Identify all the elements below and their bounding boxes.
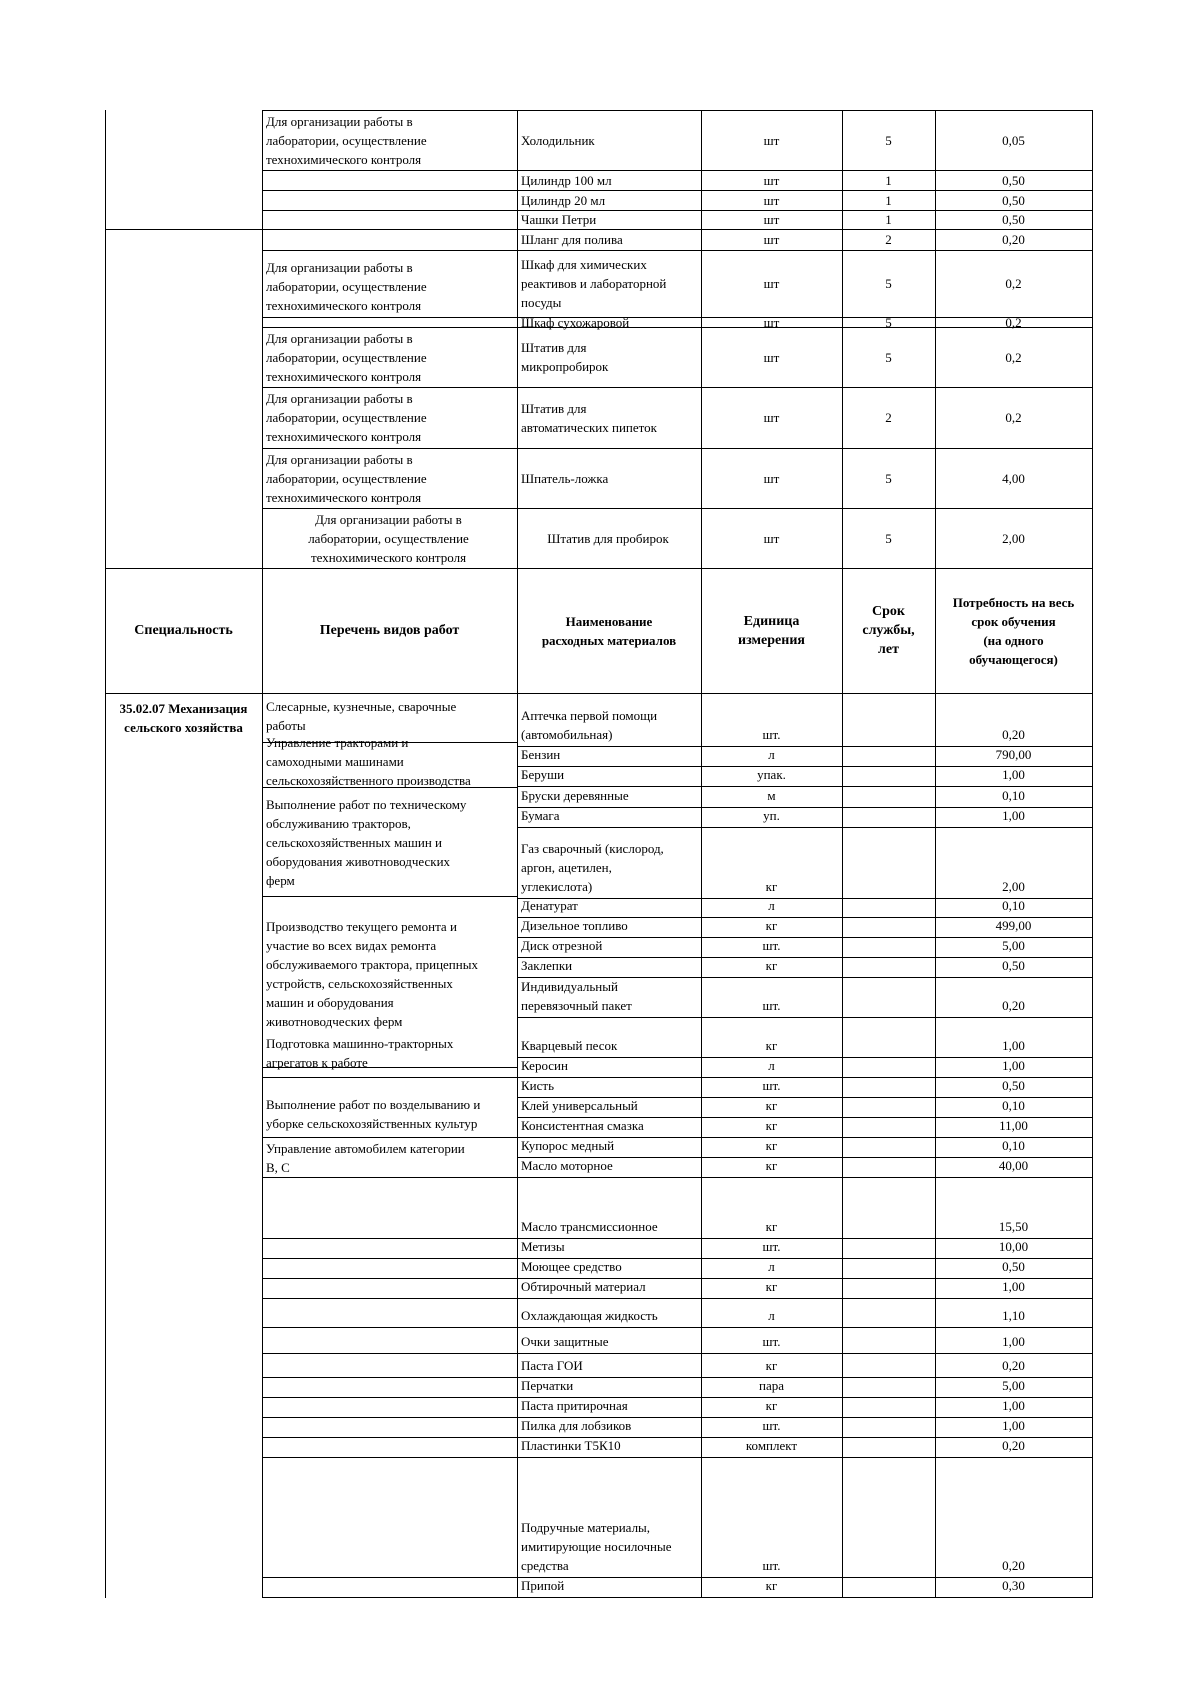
unit-cell: л — [768, 1259, 775, 1274]
need-cell: 0,10 — [1002, 1098, 1025, 1113]
header-need: (на одного — [983, 632, 1044, 648]
need-cell: 0,50 — [1002, 1259, 1025, 1274]
need-cell: 0,2 — [1005, 314, 1022, 330]
lifetime-cell: 1 — [885, 212, 892, 227]
material-name: Денатурат — [521, 898, 578, 913]
table-rule — [262, 693, 518, 694]
need-cell: 0,2 — [1005, 410, 1022, 425]
need-cell: 1,00 — [1002, 1334, 1025, 1349]
material-name: Пластинки Т5К10 — [521, 1438, 621, 1453]
material-name: Очки защитные — [521, 1334, 609, 1349]
table-rule — [262, 1278, 518, 1279]
material-name: Керосин — [521, 1058, 568, 1073]
unit-cell: кг — [765, 1118, 778, 1133]
need-cell: 5,00 — [1002, 938, 1025, 953]
work-type: сельскохозяйственного производства — [266, 773, 471, 788]
material-name: Шкаф сухожаровой — [521, 314, 630, 330]
work-type: обслуживанию тракторов, — [266, 816, 411, 831]
material-name: Шпатель-ложка — [521, 470, 609, 486]
unit-cell: шт. — [762, 1418, 781, 1433]
need-cell: 1,00 — [1002, 767, 1025, 782]
table-rule — [262, 250, 1093, 251]
table-rule — [517, 1597, 1093, 1598]
work-type: Для организации работы в — [266, 260, 413, 275]
material-name: Индивидуальный — [521, 979, 618, 994]
need-cell: 15,50 — [998, 1219, 1029, 1234]
lifetime-cell: 5 — [885, 470, 892, 486]
need-cell: 11,00 — [999, 1118, 1028, 1133]
table-rule — [262, 1327, 518, 1328]
header-life: лет — [878, 642, 899, 657]
material-name: Припой — [521, 1578, 565, 1593]
unit-cell: уп. — [763, 808, 780, 823]
material-name: Метизы — [521, 1239, 565, 1254]
need-cell: 0,20 — [1002, 727, 1025, 742]
lifetime-cell: 1 — [885, 192, 892, 208]
table-rule — [517, 693, 1093, 694]
work-type: Производство текущего ремонта и — [266, 919, 457, 934]
material-name: Холодильник — [521, 132, 595, 148]
unit-cell: м — [767, 788, 776, 803]
table-rule — [262, 1353, 518, 1354]
unit-cell: л — [768, 747, 775, 762]
need-cell: 10,00 — [998, 1239, 1029, 1254]
unit-cell: шт — [763, 212, 780, 227]
work-type: Слесарные, кузнечные, сварочные — [266, 699, 457, 714]
work-type: самоходными машинами — [266, 754, 404, 769]
unit-cell: кг — [765, 1138, 778, 1153]
unit-cell: кг — [765, 1098, 778, 1113]
material-name: Бумага — [521, 808, 560, 823]
header-item: Наименование — [565, 613, 653, 629]
header-works: Перечень видов работ — [319, 623, 460, 638]
unit-cell: шт — [763, 410, 780, 425]
material-name: Клей универсальный — [521, 1098, 638, 1113]
lifetime-cell: 1 — [885, 172, 892, 188]
table-rule — [262, 1597, 518, 1598]
header-need: срок обучения — [971, 613, 1056, 629]
material-name: Дизельное топливо — [521, 918, 628, 933]
material-name: Бензин — [521, 747, 561, 762]
header-need: обучающегося) — [969, 651, 1058, 667]
work-type: Для организации работы в — [266, 331, 413, 346]
need-cell: 1,00 — [1002, 1418, 1025, 1433]
work-type: технохимического контроля — [266, 152, 422, 167]
work-type: Для организации работы в — [315, 512, 462, 527]
material-name: аргон, ацетилен, — [521, 860, 612, 875]
material-name: углекислота) — [521, 879, 593, 894]
unit-cell: л — [768, 898, 775, 913]
need-cell: 0,20 — [1002, 232, 1025, 247]
unit-cell: шт. — [762, 1239, 781, 1254]
material-name: Беруши — [521, 767, 565, 782]
need-cell: 0,50 — [1002, 192, 1025, 208]
table-rule — [262, 1258, 518, 1259]
need-cell: 0,50 — [1002, 172, 1025, 188]
work-type: технохимического контроля — [266, 429, 422, 444]
need-cell: 0,10 — [1002, 788, 1025, 803]
lifetime-cell: 5 — [885, 132, 892, 148]
material-name: Цилиндр 20 мл — [521, 192, 606, 208]
need-cell: 0,2 — [1005, 349, 1022, 365]
lifetime-cell: 5 — [885, 314, 892, 330]
lifetime-cell: 2 — [885, 410, 892, 425]
table-rule — [517, 1017, 1093, 1018]
work-type: животноводческих ферм — [266, 1014, 403, 1029]
unit-cell: кг — [765, 918, 778, 933]
material-name: Цилиндр 100 мл — [521, 172, 612, 188]
table-rule — [105, 568, 1093, 569]
work-type: лаборатории, осуществление — [266, 133, 427, 148]
work-type: оборудования животноводческих — [266, 854, 451, 869]
material-name: Шкаф для химических — [521, 257, 647, 272]
need-cell: 0,50 — [1002, 1078, 1025, 1093]
need-cell: 1,10 — [1002, 1308, 1025, 1323]
work-type: лаборатории, осуществление — [266, 279, 427, 294]
table-rule — [262, 508, 1093, 509]
table-left-border — [105, 110, 106, 1598]
unit-cell: шт. — [762, 1558, 781, 1573]
material-name: Шланг для полива — [521, 232, 623, 247]
work-type: технохимического контроля — [266, 490, 422, 505]
header-specialty: Специальность — [134, 623, 233, 638]
unit-cell: шт — [763, 232, 780, 247]
unit-cell: шт — [763, 276, 780, 291]
unit-cell: комплект — [745, 1438, 798, 1453]
unit-cell: шт — [763, 172, 780, 188]
work-type: лаборатории, осуществление — [308, 531, 469, 546]
need-cell: 0,50 — [1002, 958, 1025, 973]
need-cell: 2,00 — [1002, 879, 1025, 894]
lifetime-cell: 2 — [885, 232, 892, 247]
unit-cell: кг — [765, 1219, 778, 1234]
material-name: Аптечка первой помощи — [521, 708, 658, 723]
work-type: Для организации работы в — [266, 114, 413, 129]
unit-cell: л — [768, 1058, 775, 1073]
unit-cell: кг — [765, 1158, 778, 1173]
material-name: перевязочный пакет — [521, 998, 632, 1013]
need-cell: 0,50 — [1002, 212, 1025, 227]
material-name: Штатив для — [521, 400, 587, 416]
unit-cell: шт — [763, 192, 780, 208]
table-rule — [262, 1397, 518, 1398]
specialty-name: 35.02.07 Механизация — [119, 701, 248, 716]
specialty-cell-divider — [105, 229, 263, 230]
unit-cell: шт. — [762, 998, 781, 1013]
material-name: Бруски деревянные — [521, 788, 629, 803]
work-type: сельскохозяйственных машин и — [266, 835, 443, 850]
need-cell: 1,00 — [1002, 1398, 1025, 1413]
need-cell: 0,2 — [1005, 276, 1022, 291]
material-name: Масло моторное — [521, 1158, 613, 1173]
unit-cell: кг — [765, 958, 778, 973]
material-name: Охлаждающая жидкость — [521, 1308, 658, 1323]
unit-cell: шт. — [762, 938, 781, 953]
material-name: (автомобильная) — [521, 727, 613, 742]
material-name: Диск отрезной — [521, 938, 603, 953]
work-type: машин и оборудования — [266, 995, 394, 1010]
work-type: Управление автомобилем категории — [266, 1141, 465, 1156]
unit-cell: шт. — [762, 727, 781, 742]
work-type: ферм — [266, 873, 295, 888]
work-type: Для организации работы в — [266, 452, 413, 467]
material-name: Пилка для лобзиков — [521, 1418, 632, 1433]
material-name: Купорос медный — [521, 1138, 615, 1153]
unit-cell: шт — [763, 349, 780, 365]
material-name: Заклепки — [521, 958, 573, 973]
unit-cell: шт — [763, 314, 780, 330]
lifetime-cell: 5 — [885, 276, 892, 291]
work-type: Управление тракторами и — [266, 735, 409, 750]
table-rule — [262, 1177, 518, 1178]
table-rule — [517, 1177, 1093, 1178]
need-cell: 0,30 — [1002, 1578, 1025, 1593]
header-unit: измерения — [738, 632, 805, 648]
work-type: Для организации работы в — [266, 391, 413, 406]
work-type: Выполнение работ по возделыванию и — [266, 1097, 481, 1112]
material-name: средства — [521, 1558, 569, 1573]
material-name: Штатив для пробирок — [547, 530, 669, 546]
need-cell: 499,00 — [995, 918, 1032, 933]
need-cell: 0,20 — [1002, 1438, 1025, 1453]
work-type: технохимического контроля — [310, 550, 467, 565]
header-unit: Единица — [743, 613, 800, 629]
work-type: лаборатории, осуществление — [266, 410, 427, 425]
material-name: имитирующие носилочные — [521, 1539, 672, 1554]
table-rule — [262, 1437, 518, 1438]
table-rule — [517, 1457, 1093, 1458]
table-rule — [262, 110, 263, 1598]
material-name: Масло трансмиссионное — [521, 1219, 658, 1234]
table-rule — [262, 448, 1093, 449]
work-type: устройств, сельскохозяйственных — [266, 976, 453, 991]
unit-cell: л — [768, 1308, 775, 1323]
material-name: Консистентная смазка — [521, 1118, 644, 1133]
table-rule — [262, 896, 518, 897]
table-rule — [842, 110, 843, 1598]
need-cell: 0,10 — [1002, 898, 1025, 913]
header-need: Потребность на весь — [952, 594, 1075, 610]
need-cell: 1,00 — [1002, 808, 1025, 823]
need-cell: 4,00 — [1002, 470, 1025, 486]
work-type: работы — [266, 718, 306, 733]
unit-cell: упак. — [757, 767, 786, 782]
header-life: службы, — [862, 623, 915, 638]
specialty-name: сельского хозяйства — [124, 720, 243, 735]
work-type: Подготовка машинно-тракторных — [266, 1036, 454, 1051]
work-type: технохимического контроля — [266, 369, 422, 384]
unit-cell: кг — [765, 1578, 778, 1593]
unit-cell: шт — [763, 132, 780, 148]
material-name: Обтирочный материал — [521, 1279, 646, 1294]
work-type: агрегатов к работе — [266, 1055, 368, 1070]
table-rule — [262, 1137, 518, 1138]
need-cell: 1,00 — [1002, 1279, 1025, 1294]
work-type: уборке сельскохозяйственных культур — [266, 1116, 478, 1131]
table-rule — [262, 1238, 518, 1239]
need-cell: 1,00 — [1002, 1038, 1025, 1053]
table-rule — [517, 110, 518, 1598]
material-name: Чашки Петри — [521, 212, 597, 227]
table-rule — [262, 1077, 518, 1078]
table-rule — [262, 1457, 518, 1458]
unit-cell: кг — [765, 1358, 778, 1373]
material-name: автоматических пипеток — [521, 419, 657, 435]
lifetime-cell: 5 — [885, 349, 892, 365]
need-cell: 2,00 — [1002, 530, 1025, 546]
material-name: микропробирок — [521, 359, 609, 374]
material-name: реактивов и лабораторной — [521, 276, 667, 291]
work-type: технохимического контроля — [266, 298, 422, 313]
work-type: лаборатории, осуществление — [266, 471, 427, 486]
work-type: лаборатории, осуществление — [266, 350, 427, 365]
material-name: Паста притирочная — [521, 1398, 628, 1413]
material-name: Кварцевый песок — [521, 1038, 618, 1053]
table-rule — [1092, 110, 1093, 1598]
unit-cell: кг — [765, 1398, 778, 1413]
need-cell: 1,00 — [1002, 1058, 1025, 1073]
material-name: Паста ГОИ — [521, 1358, 583, 1373]
table-rule — [517, 1298, 1093, 1299]
work-type: В, С — [266, 1160, 290, 1175]
need-cell: 790,00 — [995, 747, 1032, 762]
table-rule — [517, 1327, 1093, 1328]
material-name: Перчатки — [521, 1378, 574, 1393]
unit-cell: кг — [765, 1038, 778, 1053]
need-cell: 5,00 — [1002, 1378, 1025, 1393]
unit-cell: кг — [765, 879, 778, 894]
need-cell: 0,05 — [1002, 132, 1025, 148]
unit-cell: шт. — [762, 1078, 781, 1093]
need-cell: 0,20 — [1002, 1558, 1025, 1573]
material-name: Газ сварочный (кислород, — [521, 841, 664, 856]
material-name: Штатив для — [521, 340, 587, 355]
need-cell: 0,20 — [1002, 1358, 1025, 1373]
unit-cell: кг — [765, 1279, 778, 1294]
table-rule — [517, 1353, 1093, 1354]
material-name: Подручные материалы, — [521, 1520, 651, 1535]
header-item: расходных материалов — [541, 632, 677, 648]
material-name: посуды — [521, 295, 562, 310]
header-life: Срок — [872, 604, 905, 619]
table-rule — [517, 827, 1093, 828]
work-type: участие во всех видах ремонта — [266, 938, 437, 953]
table-rule — [262, 387, 1093, 388]
material-name: Кисть — [521, 1078, 555, 1093]
unit-cell: шт — [763, 530, 780, 546]
material-name: Моющее средство — [521, 1259, 622, 1274]
work-type: обслуживаемого трактора, прицепных — [266, 957, 478, 972]
table-rule — [262, 1577, 518, 1578]
table-rule — [262, 1377, 518, 1378]
need-cell: 0,10 — [1002, 1138, 1025, 1153]
unit-cell: пара — [759, 1378, 784, 1393]
lifetime-cell: 5 — [885, 530, 892, 546]
unit-cell: шт. — [762, 1334, 781, 1349]
need-cell: 0,20 — [1002, 998, 1025, 1013]
table-rule — [262, 110, 1093, 111]
work-type: Выполнение работ по техническому — [266, 797, 467, 812]
table-rule — [262, 1417, 518, 1418]
table-rule — [262, 1298, 518, 1299]
unit-cell: шт — [763, 470, 780, 486]
need-cell: 40,00 — [998, 1158, 1029, 1173]
